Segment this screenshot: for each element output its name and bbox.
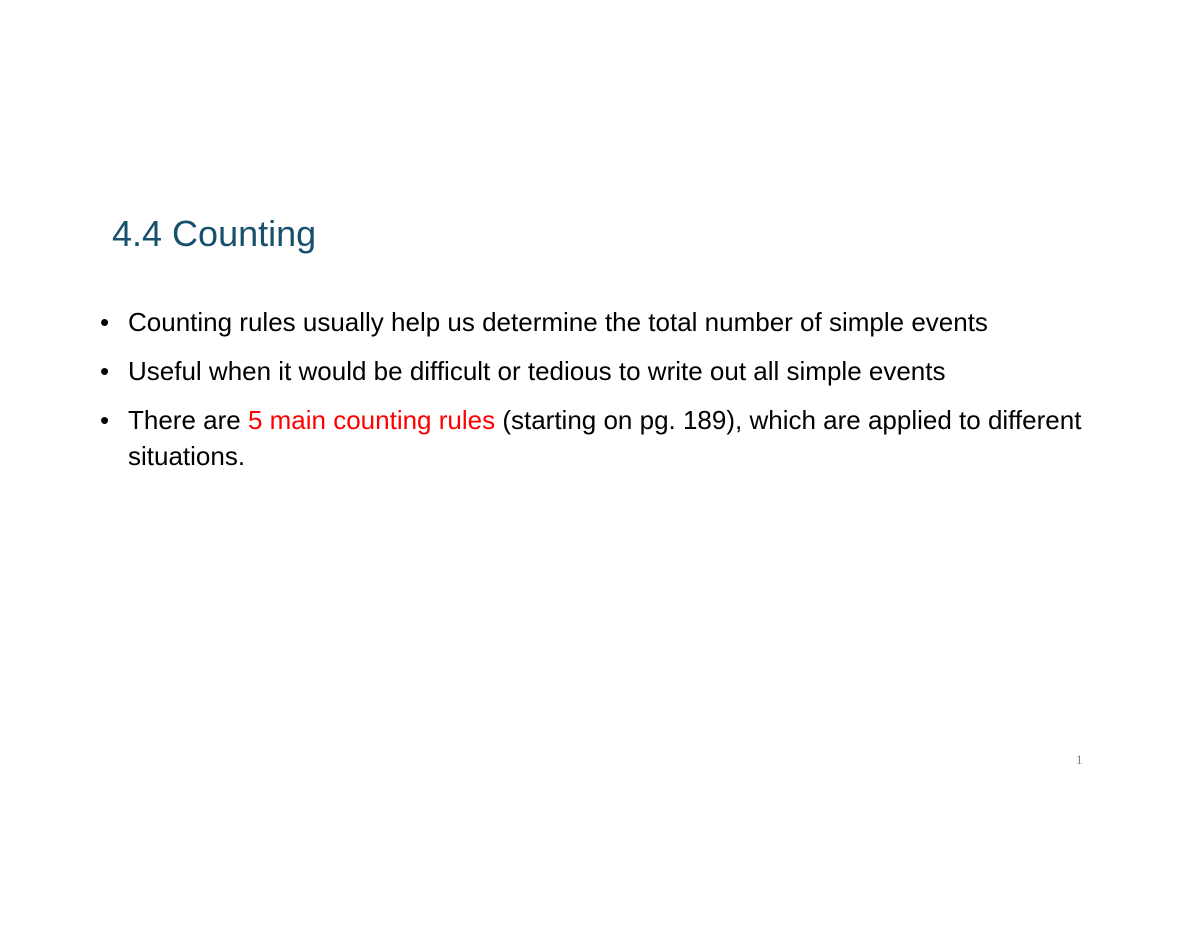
bullet-text-before: There are bbox=[128, 405, 248, 435]
slide-title: 4.4 Counting bbox=[112, 213, 317, 254]
page-number: 1 bbox=[1076, 752, 1083, 767]
bullet-item-useful bbox=[100, 353, 1110, 389]
bullet-text: Counting rules usually help us determine the total number of simple events bbox=[128, 307, 988, 337]
bullet-highlight: 5 main counting rules bbox=[247, 405, 496, 435]
bullet-text: Useful when it would be difficult or tedious to write out all simple events bbox=[128, 356, 946, 386]
bullet-item-counting-rules bbox=[100, 304, 1110, 340]
bullet-text-after: (starting on pg. 189), which are applied to different situations. bbox=[128, 405, 1082, 471]
bullet-item-main-rules bbox=[100, 402, 1110, 474]
bullet-marker: • bbox=[100, 405, 110, 435]
bullet-marker: • bbox=[100, 356, 110, 386]
bullet-list bbox=[100, 304, 1110, 487]
bullet-marker: • bbox=[100, 307, 110, 337]
